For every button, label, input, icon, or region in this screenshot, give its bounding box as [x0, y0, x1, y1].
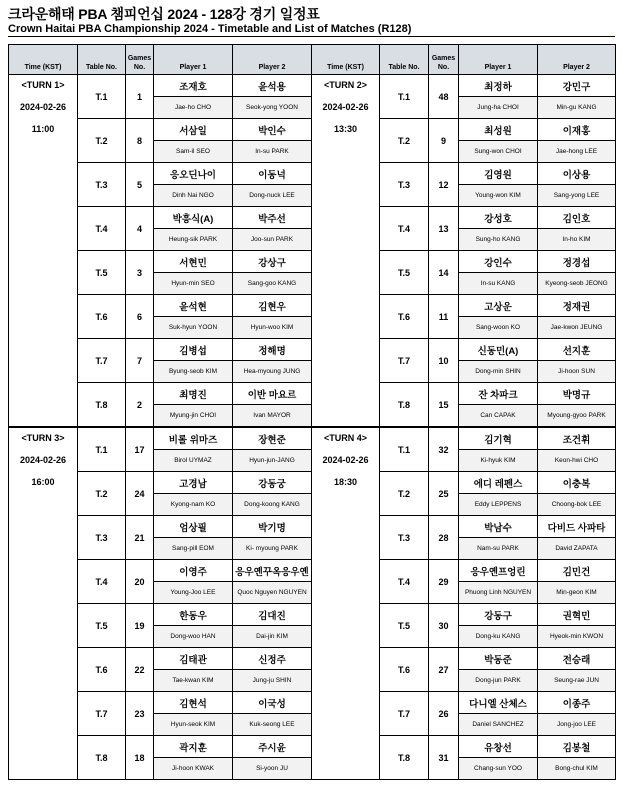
turn-time-cell [312, 75, 380, 428]
table-number: T.5 [380, 251, 429, 295]
player-2-english: Min-geon KIM [538, 582, 616, 604]
player-1-english: Young-won KIM [459, 185, 538, 207]
table-number: T.1 [380, 75, 429, 119]
turn-date: 2024-02-26 [19, 102, 67, 112]
game-number: 14 [429, 251, 459, 295]
turn-time: 13:30 [333, 124, 358, 134]
player-1-english: Hyun-seok KIM [154, 714, 233, 736]
player-2-english: In-su PARK [233, 141, 312, 163]
turn-time-cell [9, 427, 78, 780]
player-2-korean: 정재권 [538, 295, 616, 317]
table-number: T.3 [78, 516, 126, 560]
player-2-english: Dong-koong KANG [233, 494, 312, 516]
game-number: 9 [429, 119, 459, 163]
player-2-english: Myoung-gyoo PARK [538, 405, 616, 428]
player-2-english: Joo-sun PARK [233, 229, 312, 251]
player-1-english: In-su KANG [459, 273, 538, 295]
table-number: T.2 [380, 472, 429, 516]
game-number: 7 [126, 339, 154, 383]
player-2-english: Dong-nuck LEE [233, 185, 312, 207]
player-1-korean: 최정하 [459, 75, 538, 97]
player-1-english: Chang-sun YOO [459, 758, 538, 780]
game-number: 22 [126, 648, 154, 692]
header-table-no: Table No. [380, 45, 429, 75]
player-1-english: Ji-hoon KWAK [154, 758, 233, 780]
player-1-english: Suk-hyun YOON [154, 317, 233, 339]
game-number: 13 [429, 207, 459, 251]
turn-turn: <TURN 3> [21, 433, 65, 443]
player-2-english: Hyeok-min KWON [538, 626, 616, 648]
player-1-english: Nam-su PARK [459, 538, 538, 560]
player-1-korean: 박동준 [459, 648, 538, 670]
player-1-korean: 신동민(A) [459, 339, 538, 361]
player-2-english: Kuk-seong LEE [233, 714, 312, 736]
turn-date: 2024-02-26 [322, 455, 369, 465]
game-number: 1 [126, 75, 154, 119]
player-2-korean: 이동넉 [233, 163, 312, 185]
table-number: T.1 [380, 427, 429, 472]
game-number: 48 [429, 75, 459, 119]
player-1-korean: 조재호 [154, 75, 233, 97]
header-player-1: Player 1 [154, 45, 233, 75]
player-1-korean: 한동우 [154, 604, 233, 626]
player-2-english: Si-yoon JU [233, 758, 312, 780]
player-1-korean: 박남수 [459, 516, 538, 538]
player-2-korean: 조건휘 [538, 427, 616, 450]
turn-time: 11:00 [31, 124, 55, 134]
table-number: T.2 [78, 119, 126, 163]
player-2-korean: 김대진 [233, 604, 312, 626]
player-1-korean: 서삼일 [154, 119, 233, 141]
game-number: 2 [126, 383, 154, 428]
player-1-korean: 강성호 [459, 207, 538, 229]
header-player-1: Player 1 [459, 45, 538, 75]
game-number: 30 [429, 604, 459, 648]
match-row [9, 427, 616, 450]
game-number: 32 [429, 427, 459, 472]
player-2-korean: 강동궁 [233, 472, 312, 494]
game-number: 4 [126, 207, 154, 251]
player-1-korean: 최성원 [459, 119, 538, 141]
player-2-english: Jae-hong LEE [538, 141, 616, 163]
game-number: 27 [429, 648, 459, 692]
player-2-korean: 박기명 [233, 516, 312, 538]
player-2-english: Hyun-jun-JANG [233, 450, 312, 472]
game-number: 21 [126, 516, 154, 560]
player-1-korean: 김현석 [154, 692, 233, 714]
player-2-english: Hyun-woo KIM [233, 317, 312, 339]
header-player-2: Player 2 [233, 45, 312, 75]
game-number: 26 [429, 692, 459, 736]
table-number: T.7 [78, 339, 126, 383]
turn-time: 18:30 [333, 477, 358, 487]
player-1-korean: 김태관 [154, 648, 233, 670]
player-1-korean: 최명진 [154, 383, 233, 405]
player-2-korean: 강민구 [538, 75, 616, 97]
player-2-korean: 이종주 [538, 692, 616, 714]
table-number: T.7 [380, 339, 429, 383]
player-1-english: Dong-jun PARK [459, 670, 538, 692]
player-1-korean: 잔 차파크 [459, 383, 538, 405]
game-number: 8 [126, 119, 154, 163]
header-player-2: Player 2 [538, 45, 616, 75]
game-number: 24 [126, 472, 154, 516]
player-1-korean: 윤석현 [154, 295, 233, 317]
table-number: T.4 [78, 207, 126, 251]
turn-time-cell [312, 427, 380, 780]
player-2-english: Hea-myoung JUNG [233, 361, 312, 383]
player-2-english: Ivan MAYOR [233, 405, 312, 428]
player-1-korean: 고상운 [459, 295, 538, 317]
player-1-english: Dong-min SHIN [459, 361, 538, 383]
player-1-korean: 응오딘나이 [154, 163, 233, 185]
player-1-english: Ki-hyuk KIM [459, 450, 538, 472]
header-games-no: Games No. [126, 45, 154, 75]
player-2-english: Ji-hoon SUN [538, 361, 616, 383]
player-2-korean: 김인호 [538, 207, 616, 229]
player-2-english: Jong-joo LEE [538, 714, 616, 736]
player-1-english: Young-Joo LEE [154, 582, 233, 604]
game-number: 28 [429, 516, 459, 560]
player-2-english: Ki- myoung PARK [233, 538, 312, 560]
player-1-english: Dinh Nai NGO [154, 185, 233, 207]
player-2-korean: 장현준 [233, 427, 312, 450]
player-1-korean: 김영원 [459, 163, 538, 185]
table-number: T.6 [78, 295, 126, 339]
table-number: T.6 [78, 648, 126, 692]
game-number: 15 [429, 383, 459, 428]
game-number: 6 [126, 295, 154, 339]
player-1-english: Heung-sik PARK [154, 229, 233, 251]
player-2-english: Seok-yong YOON [233, 97, 312, 119]
game-number: 20 [126, 560, 154, 604]
document-title: 크라운해태 PBA 챔피언십 2024 - 128강 경기 일정표 [8, 6, 320, 22]
player-2-korean: 정해명 [233, 339, 312, 361]
document-subtitle: Crown Haitai PBA Championship 2024 - Timetable and List of Matches (R128) [8, 23, 615, 37]
player-2-english: Quoc Nguyen NGUYEN [233, 582, 312, 604]
player-2-korean: 이상용 [538, 163, 616, 185]
game-number: 23 [126, 692, 154, 736]
player-2-korean: 박주선 [233, 207, 312, 229]
player-2-korean: 전승래 [538, 648, 616, 670]
player-1-korean: 강인수 [459, 251, 538, 273]
player-1-korean: 응우옌프엉린 [459, 560, 538, 582]
player-1-english: Byung-seob KIM [154, 361, 233, 383]
player-1-korean: 곽지훈 [154, 736, 233, 758]
header-time: Time (KST) [312, 45, 380, 75]
player-1-korean: 에디 레펜스 [459, 472, 538, 494]
player-1-english: Myung-jin CHOI [154, 405, 233, 428]
player-1-english: Daniel SANCHEZ [459, 714, 538, 736]
game-number: 12 [429, 163, 459, 207]
table-number: T.6 [380, 295, 429, 339]
header-time: Time (KST) [9, 45, 78, 75]
player-2-english: Sang-goo KANG [233, 273, 312, 295]
player-2-korean: 박명규 [538, 383, 616, 405]
player-1-korean: 김병섭 [154, 339, 233, 361]
game-number: 17 [126, 427, 154, 472]
player-2-korean: 김현우 [233, 295, 312, 317]
player-2-korean: 이반 마요르 [233, 383, 312, 405]
header-games-no: Games No. [429, 45, 459, 75]
table-number: T.4 [380, 560, 429, 604]
player-1-english: Eddy LEPPENS [459, 494, 538, 516]
table-number: T.5 [380, 604, 429, 648]
header-table-no: Table No. [78, 45, 126, 75]
player-2-korean: 신정주 [233, 648, 312, 670]
player-2-english: Dai-jin KIM [233, 626, 312, 648]
table-number: T.7 [380, 692, 429, 736]
player-1-english: Can CAPAK [459, 405, 538, 428]
player-1-english: Sang-woon KO [459, 317, 538, 339]
table-number: T.5 [78, 604, 126, 648]
table-number: T.2 [78, 472, 126, 516]
game-number: 31 [429, 736, 459, 780]
game-number: 29 [429, 560, 459, 604]
player-2-korean: 윤석용 [233, 75, 312, 97]
player-1-korean: 고경남 [154, 472, 233, 494]
player-2-korean: 응우옌꾸옥응우옌 [233, 560, 312, 582]
player-1-english: Sam-il SEO [154, 141, 233, 163]
player-2-korean: 박인수 [233, 119, 312, 141]
player-1-english: Dong-woo HAN [154, 626, 233, 648]
player-1-english: Jung-ha CHOI [459, 97, 538, 119]
player-1-korean: 다니엘 산체스 [459, 692, 538, 714]
player-2-english: Jae-kwon JEUNG [538, 317, 616, 339]
player-1-english: Hyun-min SEO [154, 273, 233, 295]
player-2-english: Seung-rae JUN [538, 670, 616, 692]
player-1-korean: 박흥식(A) [154, 207, 233, 229]
player-2-korean: 권혁민 [538, 604, 616, 626]
table-number: T.3 [380, 163, 429, 207]
player-2-english: Keon-hwi CHO [538, 450, 616, 472]
player-1-english: Dong-ku KANG [459, 626, 538, 648]
player-2-english: Min-gu KANG [538, 97, 616, 119]
turn-turn: <TURN 2> [323, 80, 367, 90]
table-number: T.8 [78, 383, 126, 428]
table-number: T.3 [380, 516, 429, 560]
table-number: T.3 [78, 163, 126, 207]
player-1-korean: 비롤 위마즈 [154, 427, 233, 450]
table-number: T.8 [380, 383, 429, 428]
turn-time: 16:00 [31, 477, 55, 487]
player-1-korean: 강동구 [459, 604, 538, 626]
player-2-english: Kyeong-seob JEONG [538, 273, 616, 295]
turn-date: 2024-02-26 [19, 455, 67, 465]
game-number: 25 [429, 472, 459, 516]
player-2-korean: 강상구 [233, 251, 312, 273]
schedule-table [8, 44, 616, 780]
game-number: 5 [126, 163, 154, 207]
player-1-korean: 김기혁 [459, 427, 538, 450]
turn-turn: <TURN 4> [323, 433, 367, 443]
player-2-korean: 선지훈 [538, 339, 616, 361]
player-2-korean: 이국성 [233, 692, 312, 714]
player-2-english: Jung-ju SHIN [233, 670, 312, 692]
player-2-korean: 다비드 사파타 [538, 516, 616, 538]
player-1-korean: 이영주 [154, 560, 233, 582]
player-2-english: Bong-chul KIM [538, 758, 616, 780]
table-number: T.8 [380, 736, 429, 780]
player-1-korean: 엄상필 [154, 516, 233, 538]
player-1-english: Birol UYMAZ [154, 450, 233, 472]
player-1-english: Sung-ho KANG [459, 229, 538, 251]
player-2-korean: 이재홍 [538, 119, 616, 141]
table-number: T.4 [78, 560, 126, 604]
table-number: T.4 [380, 207, 429, 251]
turn-date: 2024-02-26 [322, 102, 369, 112]
player-2-english: In-ho KIM [538, 229, 616, 251]
player-2-korean: 정경섭 [538, 251, 616, 273]
player-1-korean: 유창선 [459, 736, 538, 758]
table-number: T.6 [380, 648, 429, 692]
table-number: T.1 [78, 427, 126, 472]
table-number: T.2 [380, 119, 429, 163]
match-row [9, 75, 616, 97]
player-1-english: Tae-kwan KIM [154, 670, 233, 692]
turn-time-cell [9, 75, 78, 428]
table-number: T.1 [78, 75, 126, 119]
player-2-english: Sang-yong LEE [538, 185, 616, 207]
player-1-english: Jae-ho CHO [154, 97, 233, 119]
game-number: 18 [126, 736, 154, 780]
player-2-english: David ZAPATA [538, 538, 616, 560]
game-number: 3 [126, 251, 154, 295]
header-row [9, 45, 616, 75]
player-2-korean: 김민건 [538, 560, 616, 582]
player-1-english: Phuong Linh NGUYEN [459, 582, 538, 604]
turn-turn: <TURN 1> [21, 80, 65, 90]
table-number: T.7 [78, 692, 126, 736]
player-1-english: Kyong-nam KO [154, 494, 233, 516]
player-2-korean: 주시윤 [233, 736, 312, 758]
game-number: 19 [126, 604, 154, 648]
player-1-english: Sang-pill EOM [154, 538, 233, 560]
player-2-korean: 김봉철 [538, 736, 616, 758]
player-2-english: Choong-bok LEE [538, 494, 616, 516]
player-2-korean: 이충복 [538, 472, 616, 494]
game-number: 11 [429, 295, 459, 339]
table-number: T.5 [78, 251, 126, 295]
table-number: T.8 [78, 736, 126, 780]
player-1-korean: 서현민 [154, 251, 233, 273]
game-number: 10 [429, 339, 459, 383]
player-1-english: Sung-won CHOI [459, 141, 538, 163]
